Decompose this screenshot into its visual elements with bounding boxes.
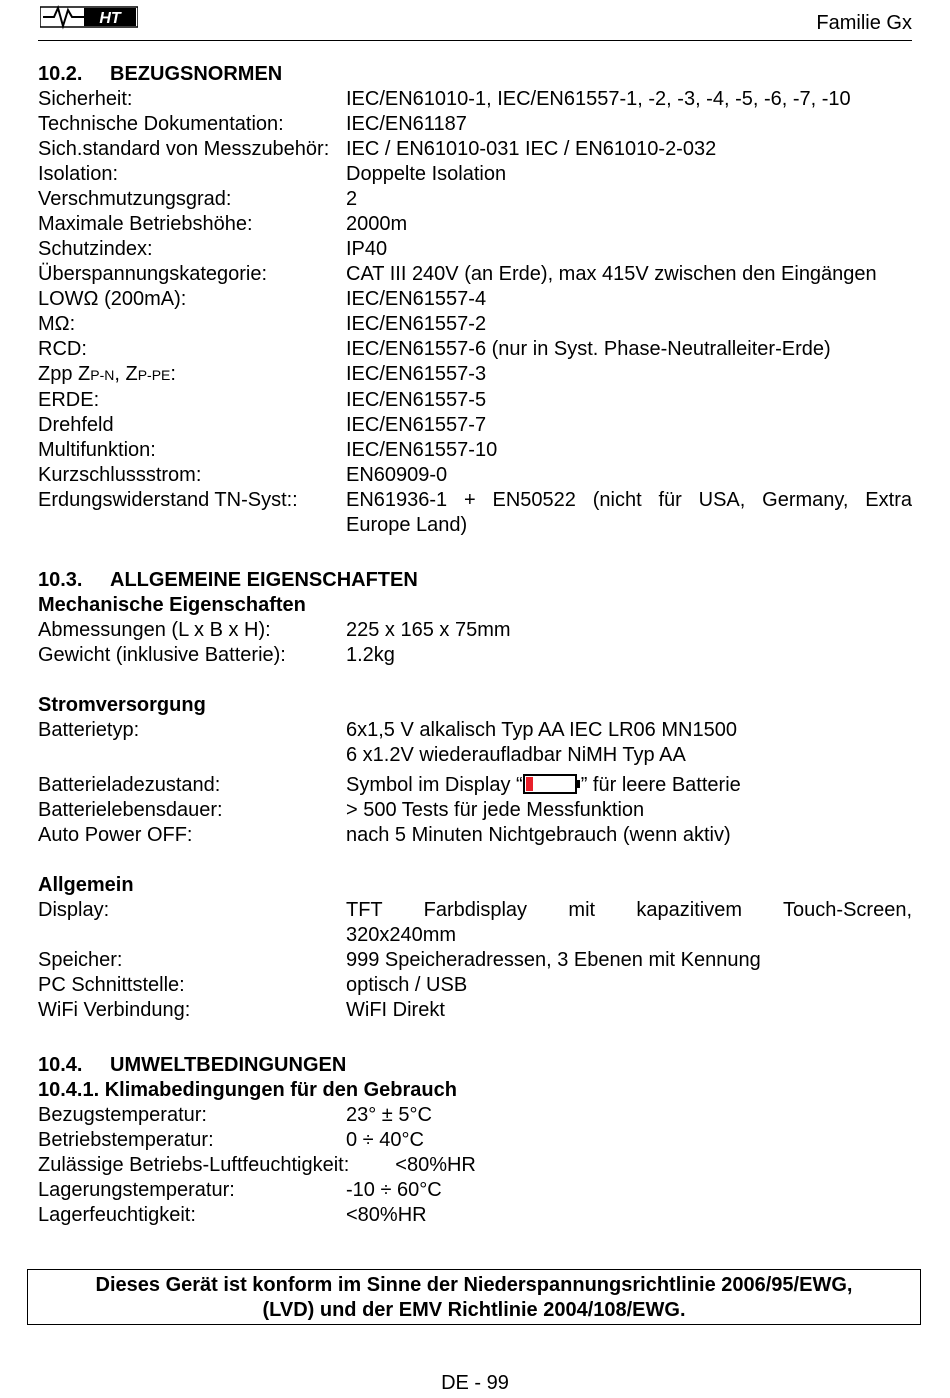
spec-row: ERDE: IEC/EN61557-5 xyxy=(38,389,487,411)
spec-row: Sich.standard von Messzubehör: IEC / EN61010-031 IEC / EN61010-2-032 xyxy=(38,138,717,160)
spec-row: LOWΩ (200mA): IEC/EN61557-4 xyxy=(38,288,487,310)
spec-row: Lagerungstemperatur: -10 ÷ 60°C xyxy=(38,1179,442,1201)
family-label: Familie Gx xyxy=(816,12,912,34)
spec-row-battery: Batterietyp: 6x1,5 V alkalisch Typ AA IEC LR06 MN1500 xyxy=(38,719,737,741)
spec-row: Bezugstemperatur: 23° ± 5°C xyxy=(38,1104,432,1126)
spec-row-zpp: Zpp ZP-N, ZP-PE: IEC/EN61557-3 xyxy=(38,363,487,385)
subsection-title-power: Stromversorgung xyxy=(38,694,206,716)
spec-row-earth: Erdungswiderstand TN-Syst:: EN61936-1 + EN50522 (nicht für USA, Germany, Extra Europe Land) xyxy=(38,489,912,536)
spec-row: Isolation: Doppelte Isolation xyxy=(38,163,507,185)
norms-list xyxy=(38,87,912,538)
spec-row: Drehfeld IEC/EN61557-7 xyxy=(38,414,487,436)
spec-row: Verschmutzungsgrad: 2 xyxy=(38,188,358,210)
section-title-10-2: 10.2. BEZUGSNORMEN xyxy=(38,63,283,85)
spec-row: RCD: IEC/EN61557-6 (nur in Syst. Phase-Neutralleiter-Erde) xyxy=(38,338,831,360)
spec-row-battery-2: 6 x1.2V wiederaufladbar NiMH Typ AA xyxy=(346,744,686,766)
ht-logo xyxy=(40,4,138,30)
document-body xyxy=(38,62,912,1228)
section-title-10-3: 10.3. ALLGEMEINE EIGENSCHAFTEN xyxy=(38,569,418,591)
spec-row: Schutzindex: IP40 xyxy=(38,238,388,260)
spec-row: Kurzschlussstrom: EN60909-0 xyxy=(38,464,448,486)
conformity-notice: Dieses Gerät ist konform im Sinne der Niederspannungsrichtlinie 2006/95/EWG, (LVD) und der EMV Richtlinie 2004/108/EWG. xyxy=(27,1269,921,1325)
spec-row: Betriebstemperatur: 0 ÷ 40°C xyxy=(38,1129,424,1151)
spec-row: MΩ: IEC/EN61557-2 xyxy=(38,313,487,335)
logo-text: HT xyxy=(99,10,121,27)
spec-row: Sicherheit: IEC/EN61010-1, IEC/EN61557-1, -2, -3, -4, -5, -6, -7, -10 xyxy=(38,88,851,110)
spec-row-display: Display: TFT Farbdisplay mit kapazitivem Touch-Screen, 320x240mm xyxy=(38,899,912,946)
page-header xyxy=(38,0,912,41)
spec-row: Abmessungen (L x B x H): 225 x 165 x 75mm xyxy=(38,619,511,641)
spec-row: WiFi Verbindung: WiFI Direkt xyxy=(38,999,445,1021)
spec-row-humidity: Zulässige Betriebs-Luftfeuchtigkeit: <80%HR xyxy=(38,1154,476,1176)
page-number: DE - 99 xyxy=(441,1372,509,1394)
spec-row: Überspannungskategorie: CAT III 240V (an Erde), max 415V zwischen den Eingängen xyxy=(38,263,877,285)
spec-row: Batterielebensdauer: > 500 Tests für jede Messfunktion xyxy=(38,799,645,821)
spec-row: Technische Dokumentation: IEC/EN61187 xyxy=(38,113,467,135)
spec-row: Multifunktion: IEC/EN61557-10 xyxy=(38,439,498,461)
spec-row: Gewicht (inklusive Batterie): 1.2kg xyxy=(38,644,395,666)
empty-battery-icon xyxy=(523,774,581,794)
subsection-title-general: Allgemein xyxy=(38,874,134,896)
spec-row: Auto Power OFF: nach 5 Minuten Nichtgebrauch (wenn aktiv) xyxy=(38,824,731,846)
spec-row-charge: Batterieladezustand: Symbol im Display “ ” für leere Batterie xyxy=(38,774,741,796)
spec-row: PC Schnittstelle: optisch / USB xyxy=(38,974,468,996)
spec-row: Lagerfeuchtigkeit: <80%HR xyxy=(38,1204,427,1226)
spec-row: Speicher: 999 Speicheradressen, 3 Ebenen mit Kennung xyxy=(38,949,761,971)
section-title-10-4: 10.4. UMWELTBEDINGUNGEN xyxy=(38,1054,347,1076)
subsection-title-climate: 10.4.1. Klimabedingungen für den Gebrauch xyxy=(38,1079,457,1101)
subsection-title-mechanical: Mechanische Eigenschaften xyxy=(38,594,306,616)
spec-row: Maximale Betriebshöhe: 2000m xyxy=(38,213,408,235)
